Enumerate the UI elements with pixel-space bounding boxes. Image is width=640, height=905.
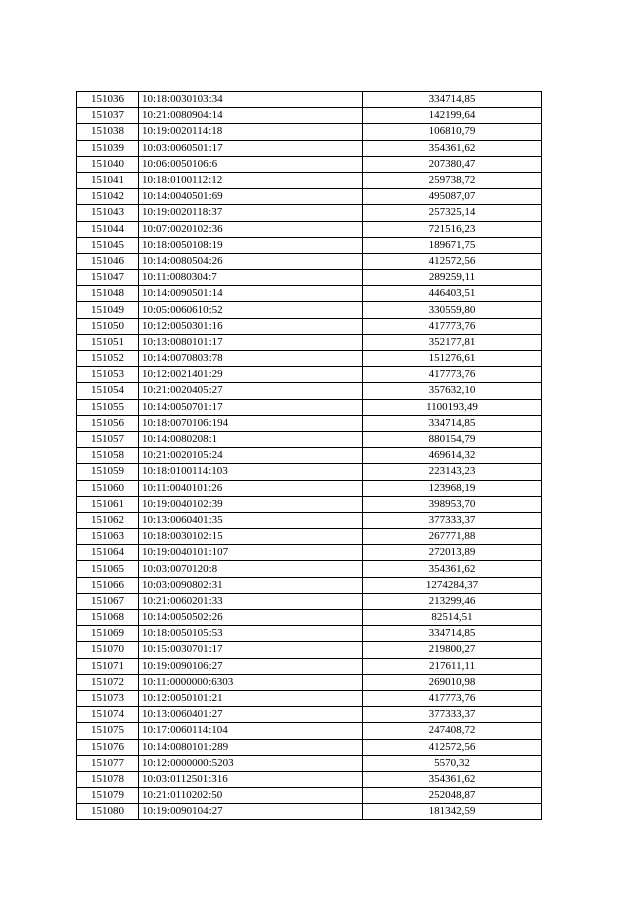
cadastral-number-cell: 10:17:0060114:104 (139, 723, 363, 739)
amount-cell: 5570,32 (363, 755, 542, 771)
amount-cell: 469614,32 (363, 448, 542, 464)
record-id-cell: 151069 (77, 626, 139, 642)
record-id-cell: 151049 (77, 302, 139, 318)
cadastral-number-cell: 10:21:0080904:14 (139, 108, 363, 124)
cadastral-number-cell: 10:21:0110202:50 (139, 788, 363, 804)
table-row (77, 529, 542, 545)
amount-cell: 272013,89 (363, 545, 542, 561)
amount-cell: 357632,10 (363, 383, 542, 399)
record-id-cell: 151058 (77, 448, 139, 464)
cadastral-number-cell: 10:05:0060610:52 (139, 302, 363, 318)
amount-cell: 495087,07 (363, 189, 542, 205)
cadastral-number-cell: 10:18:0030102:15 (139, 529, 363, 545)
table-row (77, 545, 542, 561)
cadastral-number-cell: 10:19:0090104:27 (139, 804, 363, 820)
record-id-cell: 151039 (77, 140, 139, 156)
record-id-cell: 151054 (77, 383, 139, 399)
records-table-body (77, 92, 542, 820)
record-id-cell: 151044 (77, 221, 139, 237)
table-row (77, 561, 542, 577)
cadastral-number-cell: 10:11:0080304:7 (139, 270, 363, 286)
record-id-cell: 151043 (77, 205, 139, 221)
record-id-cell: 151077 (77, 755, 139, 771)
table-row (77, 707, 542, 723)
amount-cell: 207380,47 (363, 156, 542, 172)
record-id-cell: 151070 (77, 642, 139, 658)
record-id-cell: 151056 (77, 415, 139, 431)
record-id-cell: 151048 (77, 286, 139, 302)
cadastral-number-cell: 10:12:0021401:29 (139, 367, 363, 383)
record-id-cell: 151050 (77, 318, 139, 334)
record-id-cell: 151057 (77, 431, 139, 447)
record-id-cell: 151051 (77, 334, 139, 350)
cadastral-number-cell: 10:21:0020105:24 (139, 448, 363, 464)
table-row (77, 205, 542, 221)
amount-cell: 267771,88 (363, 529, 542, 545)
cadastral-number-cell: 10:18:0100114:103 (139, 464, 363, 480)
amount-cell: 247408,72 (363, 723, 542, 739)
cadastral-number-cell: 10:14:0050502:26 (139, 610, 363, 626)
cadastral-number-cell: 10:21:0020405:27 (139, 383, 363, 399)
amount-cell: 417773,76 (363, 367, 542, 383)
table-row (77, 334, 542, 350)
amount-cell: 377333,37 (363, 512, 542, 528)
amount-cell: 334714,85 (363, 626, 542, 642)
table-row (77, 610, 542, 626)
amount-cell: 334714,85 (363, 92, 542, 108)
amount-cell: 1100193,49 (363, 399, 542, 415)
amount-cell: 259738,72 (363, 172, 542, 188)
table-row (77, 237, 542, 253)
table-row (77, 302, 542, 318)
cadastral-number-cell: 10:18:0100112:12 (139, 172, 363, 188)
table-row (77, 723, 542, 739)
amount-cell: 880154,79 (363, 431, 542, 447)
table-row (77, 318, 542, 334)
cadastral-number-cell: 10:14:0080208:1 (139, 431, 363, 447)
cadastral-number-cell: 10:13:0080101:17 (139, 334, 363, 350)
cadastral-number-cell: 10:18:0050105:53 (139, 626, 363, 642)
cadastral-number-cell: 10:18:0030103:34 (139, 92, 363, 108)
record-id-cell: 151074 (77, 707, 139, 723)
amount-cell: 217611,11 (363, 658, 542, 674)
amount-cell: 417773,76 (363, 318, 542, 334)
table-row (77, 156, 542, 172)
table-row (77, 415, 542, 431)
table-row (77, 108, 542, 124)
record-id-cell: 151053 (77, 367, 139, 383)
table-row (77, 496, 542, 512)
cadastral-number-cell: 10:07:0020102:36 (139, 221, 363, 237)
amount-cell: 142199,64 (363, 108, 542, 124)
amount-cell: 417773,76 (363, 690, 542, 706)
table-row (77, 464, 542, 480)
amount-cell: 398953,70 (363, 496, 542, 512)
amount-cell: 354361,62 (363, 561, 542, 577)
amount-cell: 377333,37 (363, 707, 542, 723)
table-row (77, 788, 542, 804)
record-id-cell: 151073 (77, 690, 139, 706)
amount-cell: 721516,23 (363, 221, 542, 237)
records-table (76, 91, 542, 820)
cadastral-number-cell: 10:13:0060401:35 (139, 512, 363, 528)
cadastral-number-cell: 10:06:0050106:6 (139, 156, 363, 172)
table-row (77, 399, 542, 415)
table-row (77, 140, 542, 156)
record-id-cell: 151052 (77, 351, 139, 367)
amount-cell: 354361,62 (363, 140, 542, 156)
record-id-cell: 151072 (77, 674, 139, 690)
cadastral-number-cell: 10:14:0080504:26 (139, 253, 363, 269)
cadastral-number-cell: 10:14:0090501:14 (139, 286, 363, 302)
amount-cell: 352177,81 (363, 334, 542, 350)
cadastral-number-cell: 10:14:0040501:69 (139, 189, 363, 205)
amount-cell: 354361,62 (363, 771, 542, 787)
cadastral-number-cell: 10:14:0070803:78 (139, 351, 363, 367)
cadastral-number-cell: 10:14:0050701:17 (139, 399, 363, 415)
record-id-cell: 151078 (77, 771, 139, 787)
record-id-cell: 151064 (77, 545, 139, 561)
amount-cell: 223143,23 (363, 464, 542, 480)
record-id-cell: 151062 (77, 512, 139, 528)
cadastral-number-cell: 10:19:0020114:18 (139, 124, 363, 140)
cadastral-number-cell: 10:19:0090106:27 (139, 658, 363, 674)
amount-cell: 412572,56 (363, 739, 542, 755)
amount-cell: 151276,61 (363, 351, 542, 367)
record-id-cell: 151041 (77, 172, 139, 188)
amount-cell: 412572,56 (363, 253, 542, 269)
table-row (77, 172, 542, 188)
record-id-cell: 151080 (77, 804, 139, 820)
cadastral-number-cell: 10:12:0000000:5203 (139, 755, 363, 771)
cadastral-number-cell: 10:19:0040102:39 (139, 496, 363, 512)
cadastral-number-cell: 10:19:0040101:107 (139, 545, 363, 561)
table-row (77, 658, 542, 674)
amount-cell: 334714,85 (363, 415, 542, 431)
amount-cell: 106810,79 (363, 124, 542, 140)
table-row (77, 626, 542, 642)
cadastral-number-cell: 10:21:0060201:33 (139, 593, 363, 609)
table-row (77, 804, 542, 820)
cadastral-number-cell: 10:03:0070120:8 (139, 561, 363, 577)
record-id-cell: 151076 (77, 739, 139, 755)
amount-cell: 181342,59 (363, 804, 542, 820)
amount-cell: 123968,19 (363, 480, 542, 496)
amount-cell: 289259,11 (363, 270, 542, 286)
table-row (77, 431, 542, 447)
record-id-cell: 151040 (77, 156, 139, 172)
record-id-cell: 151036 (77, 92, 139, 108)
table-row (77, 448, 542, 464)
table-row (77, 512, 542, 528)
cadastral-number-cell: 10:11:0000000:6303 (139, 674, 363, 690)
record-id-cell: 151045 (77, 237, 139, 253)
table-row (77, 383, 542, 399)
table-row (77, 593, 542, 609)
amount-cell: 213299,46 (363, 593, 542, 609)
amount-cell: 257325,14 (363, 205, 542, 221)
amount-cell: 82514,51 (363, 610, 542, 626)
table-row (77, 771, 542, 787)
table-row (77, 286, 542, 302)
table-row (77, 189, 542, 205)
cadastral-number-cell: 10:14:0080101:289 (139, 739, 363, 755)
table-row (77, 739, 542, 755)
record-id-cell: 151068 (77, 610, 139, 626)
record-id-cell: 151079 (77, 788, 139, 804)
cadastral-number-cell: 10:18:0050108:19 (139, 237, 363, 253)
cadastral-number-cell: 10:11:0040101:26 (139, 480, 363, 496)
table-row (77, 221, 542, 237)
amount-cell: 330559,80 (363, 302, 542, 318)
cadastral-number-cell: 10:12:0050101:21 (139, 690, 363, 706)
amount-cell: 252048,87 (363, 788, 542, 804)
record-id-cell: 151071 (77, 658, 139, 674)
record-id-cell: 151037 (77, 108, 139, 124)
record-id-cell: 151055 (77, 399, 139, 415)
amount-cell: 446403,51 (363, 286, 542, 302)
amount-cell: 269010,98 (363, 674, 542, 690)
cadastral-number-cell: 10:03:0060501:17 (139, 140, 363, 156)
table-row (77, 253, 542, 269)
record-id-cell: 151047 (77, 270, 139, 286)
record-id-cell: 151046 (77, 253, 139, 269)
record-id-cell: 151063 (77, 529, 139, 545)
cadastral-number-cell: 10:13:0060401:27 (139, 707, 363, 723)
record-id-cell: 151060 (77, 480, 139, 496)
cadastral-number-cell: 10:15:0030701:17 (139, 642, 363, 658)
table-row (77, 351, 542, 367)
record-id-cell: 151065 (77, 561, 139, 577)
record-id-cell: 151061 (77, 496, 139, 512)
amount-cell: 189671,75 (363, 237, 542, 253)
cadastral-number-cell: 10:12:0050301:16 (139, 318, 363, 334)
record-id-cell: 151038 (77, 124, 139, 140)
cadastral-number-cell: 10:03:0112501:316 (139, 771, 363, 787)
table-row (77, 674, 542, 690)
table-row (77, 124, 542, 140)
table-row (77, 690, 542, 706)
cadastral-number-cell: 10:18:0070106:194 (139, 415, 363, 431)
amount-cell: 219800,27 (363, 642, 542, 658)
record-id-cell: 151042 (77, 189, 139, 205)
table-row (77, 642, 542, 658)
record-id-cell: 151075 (77, 723, 139, 739)
table-row (77, 270, 542, 286)
cadastral-number-cell: 10:03:0090802:31 (139, 577, 363, 593)
table-row (77, 577, 542, 593)
record-id-cell: 151067 (77, 593, 139, 609)
record-id-cell: 151059 (77, 464, 139, 480)
table-row (77, 480, 542, 496)
table-row (77, 92, 542, 108)
table-row (77, 367, 542, 383)
amount-cell: 1274284,37 (363, 577, 542, 593)
table-row (77, 755, 542, 771)
cadastral-number-cell: 10:19:0020118:37 (139, 205, 363, 221)
record-id-cell: 151066 (77, 577, 139, 593)
